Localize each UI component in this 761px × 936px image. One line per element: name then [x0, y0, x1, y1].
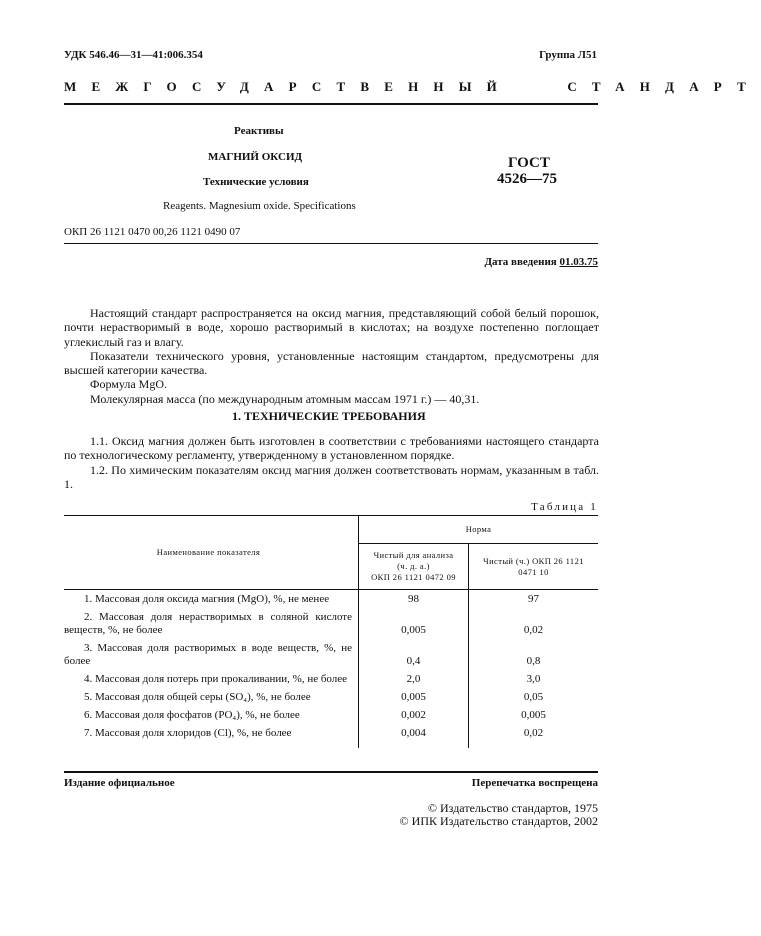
column-header-name: Наименование показателя [64, 516, 359, 590]
row-value-pure: 3,0 [469, 670, 598, 688]
copyright-2002: © ИПК Издательство стандартов, 2002 [399, 814, 598, 828]
header-rule [64, 103, 598, 105]
document-subtitle: Технические условия [203, 176, 309, 188]
row-name: 5. Массовая доля общей серы (SO₄), %, не более [84, 691, 311, 703]
row-value-analytical: 98 [359, 590, 469, 609]
analytical-grade-okp: ОКП 26 1121 0472 09 [371, 572, 456, 582]
norms-table [64, 515, 598, 748]
reprint-prohibited: Перепечатка воспрещена [471, 777, 598, 789]
table-row [64, 639, 598, 670]
pure-grade-line: Чистый (ч.) ОКП 26 1121 [483, 555, 584, 566]
title-rule [64, 243, 598, 244]
section-heading: 1. ТЕХНИЧЕСКИЕ ТРЕБОВАНИЯ [232, 409, 426, 423]
table-row [64, 590, 598, 609]
row-value-pure: 0,8 [469, 639, 598, 670]
column-header-pure-grade [469, 544, 598, 590]
effective-date-label: Дата введения [484, 256, 557, 268]
intro-paragraph: Формула MgO. [90, 377, 168, 392]
english-title: Reagents. Magnesium oxide. Specifications [163, 200, 356, 212]
table-row [64, 706, 598, 724]
row-name: 2. Массовая доля нерастворимых в соляной кислоте веществ, %, не более [64, 611, 352, 636]
section-paragraph: 1.2. По химическим показателям оксид магния должен соответствовать нормам, указанным в табл. 1. [64, 462, 599, 491]
intro-text [64, 306, 599, 406]
column-header-norm: Норма [359, 516, 599, 544]
row-value-analytical: 0,004 [359, 724, 469, 748]
row-name: 3. Массовая доля растворимых в воде веществ, %, не более [64, 642, 352, 667]
row-value-analytical: 0,002 [359, 706, 469, 724]
intro-paragraph: Настоящий стандарт распространяется на оксид магния, представляющий собой белый порошок, почти нерастворимый в воде, хорошо растворимый в кислотах; на воздухе постепенно поглощает углекислый газ и влагу. [64, 306, 599, 349]
section-paragraph: 1.1. Оксид магния должен быть изготовлен в соответствии с требованиями настоящего стандарта по технологическому регламенту, утвержденному в установленном порядке. [64, 434, 599, 463]
row-value-analytical: 0,4 [359, 639, 469, 670]
group-code: Группа Л51 [539, 49, 597, 61]
gost-number: 4526—75 [497, 171, 557, 187]
section-text [64, 434, 599, 491]
row-name: 7. Массовая доля хлоридов (Cl), %, не более [84, 727, 292, 739]
column-header-analytical-grade [359, 544, 469, 590]
gost-label: ГОСТ [508, 155, 550, 171]
table-row [64, 688, 598, 706]
copyright-1975: © Издательство стандартов, 1975 [427, 801, 598, 815]
udk-code: УДК 546.46—31—41:006.354 [64, 49, 203, 61]
effective-date-value: 01.03.75 [559, 256, 598, 268]
pure-grade-okp: 0471 10 [518, 566, 549, 577]
row-name: 4. Массовая доля потерь при прокаливании, %, не более [84, 673, 348, 685]
row-value-pure: 97 [469, 590, 598, 609]
official-edition: Издание официальное [64, 777, 175, 789]
row-value-pure: 0,05 [469, 688, 598, 706]
table-row [64, 724, 598, 748]
okp-codes: ОКП 26 1121 0470 00,26 1121 0490 07 [64, 226, 241, 238]
table-caption: Таблица 1 [531, 501, 598, 513]
reagents-label: Реактивы [234, 125, 284, 137]
table-row [64, 670, 598, 688]
footer-rule [64, 771, 598, 773]
analytical-grade-line: Чистый для анализа [373, 550, 454, 560]
intro-paragraph: Молекулярная масса (по международным атомным массам 1971 г.) — 40,31. [90, 391, 480, 406]
row-value-analytical: 2,0 [359, 670, 469, 688]
row-value-pure: 0,02 [469, 608, 598, 639]
table-row [64, 608, 598, 639]
row-value-analytical: 0,005 [359, 608, 469, 639]
analytical-grade-abbrev: (ч. д. а.) [397, 561, 430, 571]
row-name: 1. Массовая доля оксида магния (MgO), %, не менее [84, 593, 330, 605]
intro-paragraph: Показатели технического уровня, установленные настоящим стандартом, предусмотрены для высшей категории качества. [64, 348, 599, 378]
row-value-analytical: 0,005 [359, 688, 469, 706]
effective-date [484, 256, 598, 268]
interstate-standard-banner: МЕЖГОСУДАРСТВЕННЫЙ СТАНДАРТ [64, 79, 761, 94]
row-value-pure: 0,02 [469, 724, 598, 748]
row-value-pure: 0,005 [469, 706, 598, 724]
row-name: 6. Массовая доля фосфатов (PO₄), %, не более [84, 709, 300, 721]
document-title: МАГНИЙ ОКСИД [208, 151, 303, 163]
